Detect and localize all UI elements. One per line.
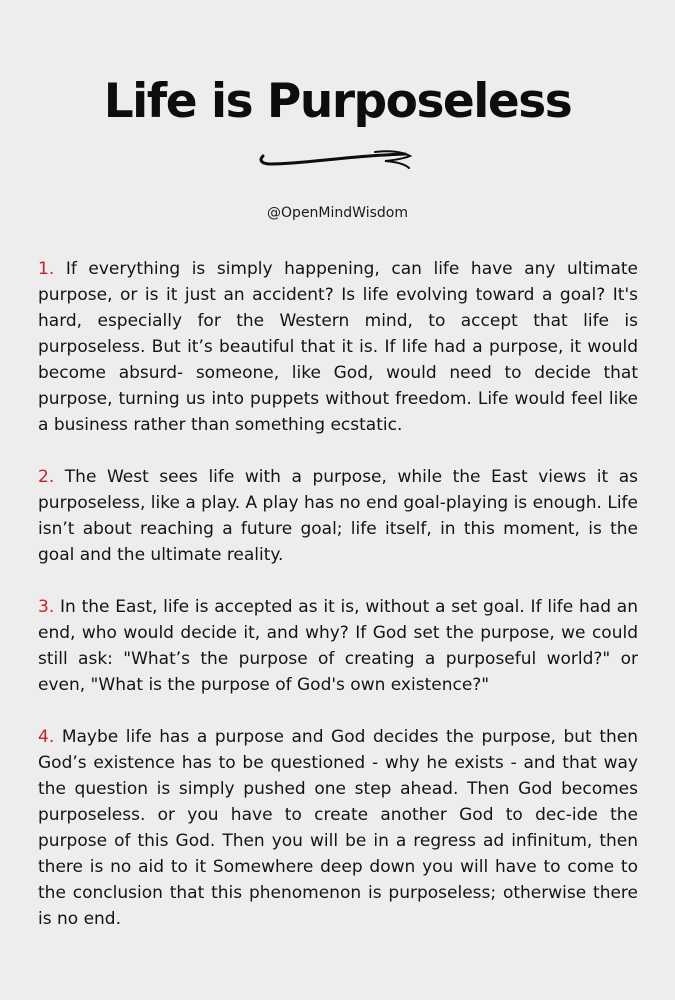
author-handle: @OpenMindWisdom (267, 205, 408, 221)
paragraph-number: 1. (38, 259, 55, 279)
paragraph-text: If everything is simply happening, can life have any ultimate purpose, or is it just an accident? Is life evolving toward a goal? It's hard, especially for the Western mind, to accept that life is purposeless. But it’s beautiful that it is. If life had a purpose, it would become absurd- someone, like God, would need to decide that purpose, turning us into puppets without freedom. Life would feel like a business rather than something ecstatic. (38, 259, 639, 435)
paragraph-3 (38, 594, 638, 698)
paragraph-number: 2. (38, 467, 55, 487)
paragraph-number: 4. (38, 727, 55, 747)
paragraph-text: Maybe life has a purpose and God decides the purpose, but then God’s existence has to be questioned - why he exists - and that way the question is simply pushed one step ahead. Then God becomes purposeless. or you have to create another God to dec-ide the purpose of this God. Then you will be in a regress ad infinitum, then there is no aid to it Somewhere deep down you will have to come to the conclusion that this phenomenon is purposeless; otherwise there is no end. (38, 727, 638, 929)
paragraph-1 (38, 256, 638, 438)
paragraph-text: The West sees life with a purpose, while the East views it as purposeless, like a play. A play has no end goal-playing is enough. Life isn’t about reaching a future goal; life itself, in this moment, is the goal and the ultimate reality. (38, 467, 639, 565)
page-title: Life is Purposeless (103, 74, 572, 129)
paragraph-2 (38, 464, 638, 568)
paragraph-4 (38, 724, 638, 932)
paragraph-list (38, 256, 638, 958)
paragraph-number: 3. (38, 597, 55, 617)
decorative-swoosh (255, 142, 420, 178)
paragraph-text: In the East, life is accepted as it is, without a set goal. If life had an end, who would decide it, and why? If God set the purpose, we could still ask: "What’s the purpose of creating a purposeful world?" or even, "What is the purpose of God's own existence?" (38, 597, 638, 695)
